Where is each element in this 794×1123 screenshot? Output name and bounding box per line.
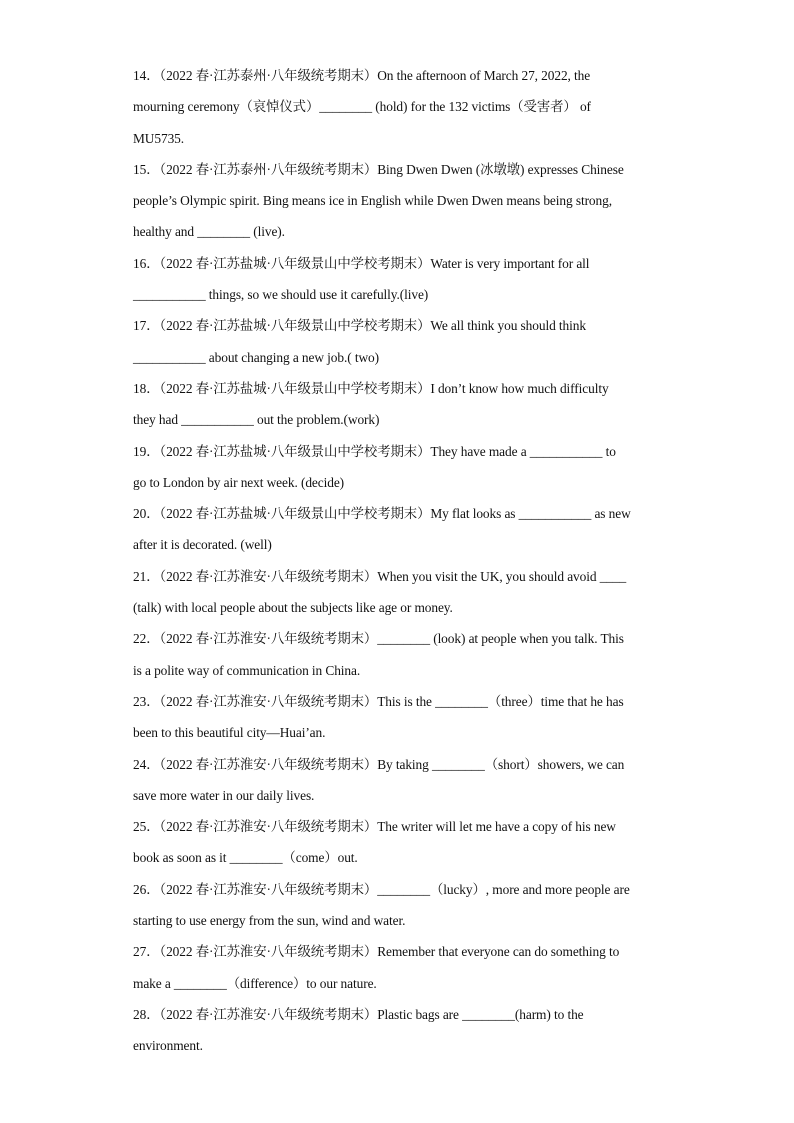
question-text-line: 18．（2022 春·江苏盐城·八年级景山中学校考期末）I don’t know how much difficulty [133, 380, 609, 396]
question-text-line: 20．（2022 春·江苏盐城·八年级景山中学校考期末）My flat looks as ___________ as new [133, 506, 631, 522]
question-item [133, 310, 668, 373]
question-text-line: 22．（2022 春·江苏淮安·八年级统考期末）________ (look) at people when you talk. This [133, 631, 624, 647]
question-item [133, 154, 668, 248]
question-text-line: is a polite way of communication in China. [133, 662, 361, 678]
question-text-line: mourning ceremony（哀悼仪式）________ (hold) for the 132 victims（受害者） of [133, 99, 591, 115]
question-item [133, 373, 668, 436]
question-item [133, 686, 668, 749]
question-item [133, 811, 668, 874]
question-item [133, 623, 668, 686]
question-text-line: 14．（2022 春·江苏泰州·八年级统考期末）On the afternoon of March 27, 2022, the [133, 68, 591, 83]
question-text-line: 21．（2022 春·江苏淮安·八年级统考期末）When you visit the UK, you should avoid ____ [133, 568, 627, 584]
question-text-line: after it is decorated. (well) [133, 537, 272, 553]
question-text-line: save more water in our daily lives. [133, 787, 315, 803]
question-text-line: book as soon as it ________（come）out. [133, 850, 358, 866]
question-text-line: 25．（2022 春·江苏淮安·八年级统考期末）The writer will let me have a copy of his new [133, 819, 616, 835]
question-text-line: 17．（2022 春·江苏盐城·八年级景山中学校考期末）We all think you should think [133, 318, 586, 334]
question-text-line: they had ___________ out the problem.(work) [133, 412, 380, 428]
question-text-line: been to this beautiful city—Huai’an. [133, 725, 326, 741]
question-item [133, 436, 668, 499]
question-text-line: (talk) with local people about the subjects like age or money. [133, 600, 453, 616]
question-list [133, 60, 668, 1062]
question-item [133, 936, 668, 999]
question-text-line: environment. [133, 1038, 203, 1054]
question-item [133, 498, 668, 561]
question-text-line: 24．（2022 春·江苏淮安·八年级统考期末）By taking ________（short）showers, we can [133, 756, 625, 772]
question-text-line: 16．（2022 春·江苏盐城·八年级景山中学校考期末）Water is very important for all [133, 255, 590, 271]
question-item [133, 248, 668, 311]
question-text-line: people’s Olympic spirit. Bing means ice in English while Dwen Dwen means being strong, [133, 193, 612, 209]
question-text-line: healthy and ________ (live). [133, 224, 285, 240]
question-text-line: go to London by air next week. (decide) [133, 474, 345, 490]
question-text-line: 23．（2022 春·江苏淮安·八年级统考期末）This is the ________（three）time that he has [133, 693, 624, 709]
question-item [133, 561, 668, 624]
question-item [133, 874, 668, 937]
question-item [133, 749, 668, 812]
question-text-line: 27．（2022 春·江苏淮安·八年级统考期末）Remember that everyone can do something to [133, 944, 620, 960]
question-item [133, 999, 668, 1062]
question-text-line: 15．（2022 春·江苏泰州·八年级统考期末）Bing Dwen Dwen (冰墩墩) expresses Chinese [133, 161, 624, 177]
question-text-line: ___________ about changing a new job.( two) [133, 349, 379, 365]
question-text-line: 19．（2022 春·江苏盐城·八年级景山中学校考期末）They have made a ___________ to [133, 443, 616, 459]
question-text-line: ___________ things, so we should use it carefully.(live) [133, 287, 429, 303]
question-text-line: 26．（2022 春·江苏淮安·八年级统考期末）________（lucky）, more and more people are [133, 881, 630, 897]
question-text-line: make a ________（difference）to our nature. [133, 975, 377, 991]
question-text-line: 28．（2022 春·江苏淮安·八年级统考期末）Plastic bags are ________(harm) to the [133, 1006, 584, 1022]
question-text-line: starting to use energy from the sun, wind and water. [133, 913, 406, 929]
question-item [133, 60, 668, 154]
question-text-line: MU5735. [133, 130, 185, 146]
